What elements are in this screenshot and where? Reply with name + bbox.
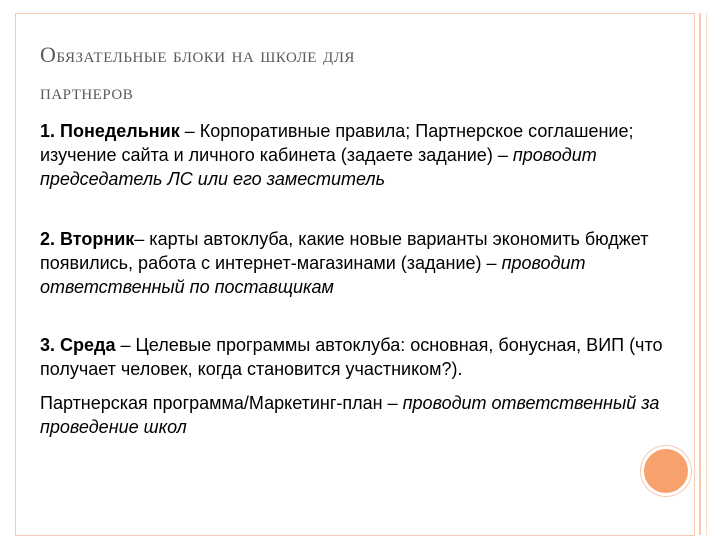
item-partner-program bbox=[40, 391, 680, 439]
item-wednesday-heading: 3. Среда bbox=[40, 335, 116, 355]
item-tuesday bbox=[40, 227, 680, 299]
item-monday bbox=[40, 119, 680, 191]
slide-title bbox=[40, 38, 660, 109]
title-line-1: Обязательные блоки на школе для bbox=[40, 42, 355, 67]
title-line-2: партнеров bbox=[40, 79, 134, 104]
item-monday-text: – Корпоративные правила; Партнерское соглашение; изучение сайта и личного кабинета (задаете задание) bbox=[40, 121, 634, 165]
decorative-line bbox=[699, 13, 701, 535]
item-monday-heading: 1. Понедельник bbox=[40, 121, 180, 141]
decorative-line-thin bbox=[706, 13, 707, 535]
item-tuesday-heading: 2. Вторник bbox=[40, 229, 135, 249]
item-monday-owner: – проводит председатель ЛС или его заместитель bbox=[40, 145, 597, 189]
slide-body bbox=[40, 119, 680, 439]
item-wednesday bbox=[40, 333, 680, 381]
item-partner-program-text: Партнерская программа/Маркетинг-план – bbox=[40, 393, 403, 413]
item-tuesday-text: – карты автоклуба, какие новые варианты экономить бюджет появились, работа с интернет-магазинами (задание) – bbox=[40, 229, 649, 273]
item-wednesday-text: – Целевые программы автоклуба: основная, бонусная, ВИП (что получает человек, когда становится участником?). bbox=[40, 335, 663, 379]
decorative-circle bbox=[641, 446, 691, 496]
item-tuesday-owner: проводит ответственный по поставщикам bbox=[40, 253, 586, 297]
item-partner-program-owner: проводит ответственный за проведение школ bbox=[40, 393, 660, 437]
